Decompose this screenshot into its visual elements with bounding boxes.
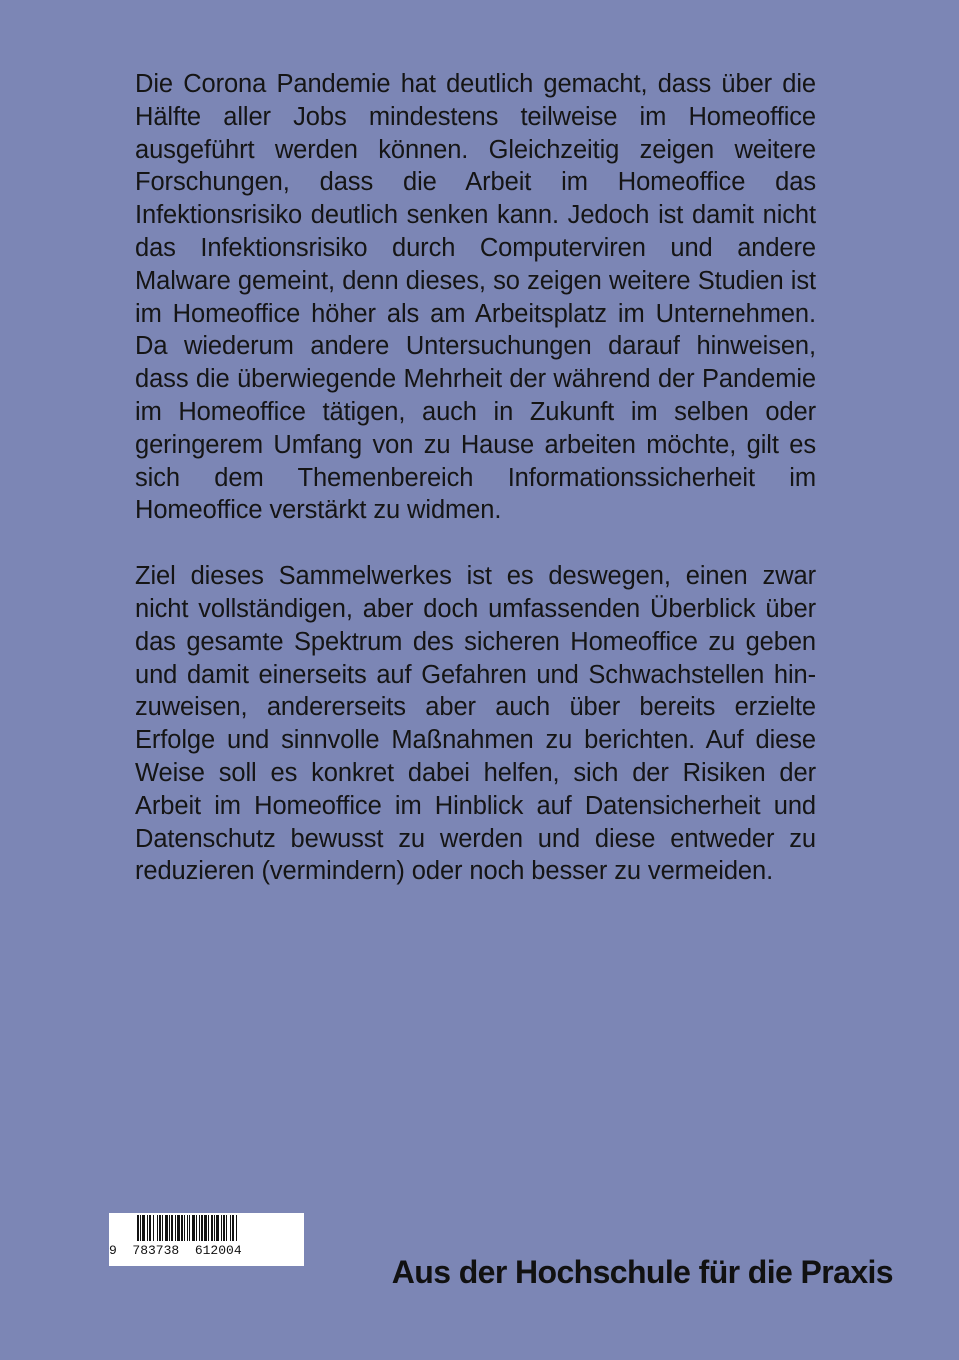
barcode-bar bbox=[204, 1215, 207, 1241]
series-title: Aus der Hochschule für die Praxis bbox=[391, 1254, 893, 1290]
barcode-bar bbox=[142, 1215, 145, 1241]
barcode-bar bbox=[199, 1215, 200, 1241]
barcode-bar bbox=[192, 1215, 195, 1241]
barcode-bar bbox=[140, 1215, 141, 1241]
barcode-bar bbox=[147, 1215, 148, 1241]
barcode-bar bbox=[211, 1215, 213, 1241]
barcode-bar bbox=[223, 1215, 225, 1241]
barcode-bar bbox=[187, 1215, 188, 1241]
barcode-bar bbox=[159, 1215, 161, 1241]
barcode-bar bbox=[189, 1215, 190, 1241]
barcode-bar bbox=[214, 1215, 215, 1241]
barcode-bar bbox=[137, 1215, 139, 1241]
barcode-bar bbox=[232, 1215, 234, 1241]
barcode-bar bbox=[181, 1215, 183, 1241]
barcode-bar bbox=[208, 1215, 209, 1241]
barcode-bar bbox=[171, 1215, 173, 1241]
barcode-bar bbox=[201, 1215, 203, 1241]
barcode-bar bbox=[216, 1215, 219, 1241]
blurb-paragraph-1: Die Corona Pandemie hat deutlich gemacht, dass über die Hälfte aller Jobs mindestens teilweise im Homeoffice ausgeführt werden können. Gleichzeitig zeigen weitere Forschungen, dass die Arbeit im Homeoffice das Infektionsrisiko deutlich senken kann. Jedoch ist damit nicht das Infektionsrisiko durch Computerviren und andere Malware gemeint, denn dieses, so zeigen weitere Studien ist im Homeoffice höher als am Arbeitsplatz im Unternehmen. Da wiederum andere Untersuchungen darauf hinweisen, dass die überwiegende Mehrheit der während der Pandemie im Homeoffice tätigen, auch in Zukunft im selben oder geringerem Umfang von zu Hause arbeiten möchte, gilt es sich dem Themenbereich Informationssicherheit im Homeoffice verstärkt zu widmen. bbox=[135, 70, 816, 525]
barcode-bars bbox=[109, 1213, 304, 1245]
blurb-paragraph-2: Ziel dieses Sammelwerkes ist es deswegen, einen zwar nicht vollständigen, aber doch umfassenden Überblick über das gesamte Spektrum des sicheren Homeoffice zu geben und damit einerseits auf Gefahren und Schwachstellen hin- zuweisen, andererseits aber auch über bereits erzielte Erfolge und sinnvolle Maßnahmen zu berichten. Auf diese Weise soll es konkret dabei helfen, sich der Risiken der Arbeit im Homeoffice im Hinblick auf Datensicherheit und Datenschutz bewusst zu werden und diese entweder zu reduzieren (vermindern) oder noch besser zu vermeiden. bbox=[135, 562, 816, 886]
barcode-bar bbox=[196, 1215, 197, 1241]
barcode-bar bbox=[153, 1215, 154, 1241]
isbn-barcode bbox=[109, 1213, 304, 1266]
barcode-bar bbox=[175, 1215, 176, 1241]
barcode-bar bbox=[165, 1215, 168, 1241]
barcode-bar bbox=[184, 1215, 185, 1241]
barcode-bar bbox=[157, 1215, 158, 1241]
isbn-number: 9 783738 612004 bbox=[109, 1243, 242, 1258]
barcode-bar bbox=[226, 1215, 227, 1241]
barcode-bar bbox=[169, 1215, 170, 1241]
barcode-bar bbox=[162, 1215, 163, 1241]
barcode-bar bbox=[221, 1215, 222, 1241]
blurb-text bbox=[135, 68, 816, 888]
barcode-bar bbox=[149, 1215, 151, 1241]
barcode-bar bbox=[230, 1215, 231, 1241]
barcode-bar bbox=[177, 1215, 180, 1241]
barcode-bar bbox=[236, 1215, 237, 1241]
